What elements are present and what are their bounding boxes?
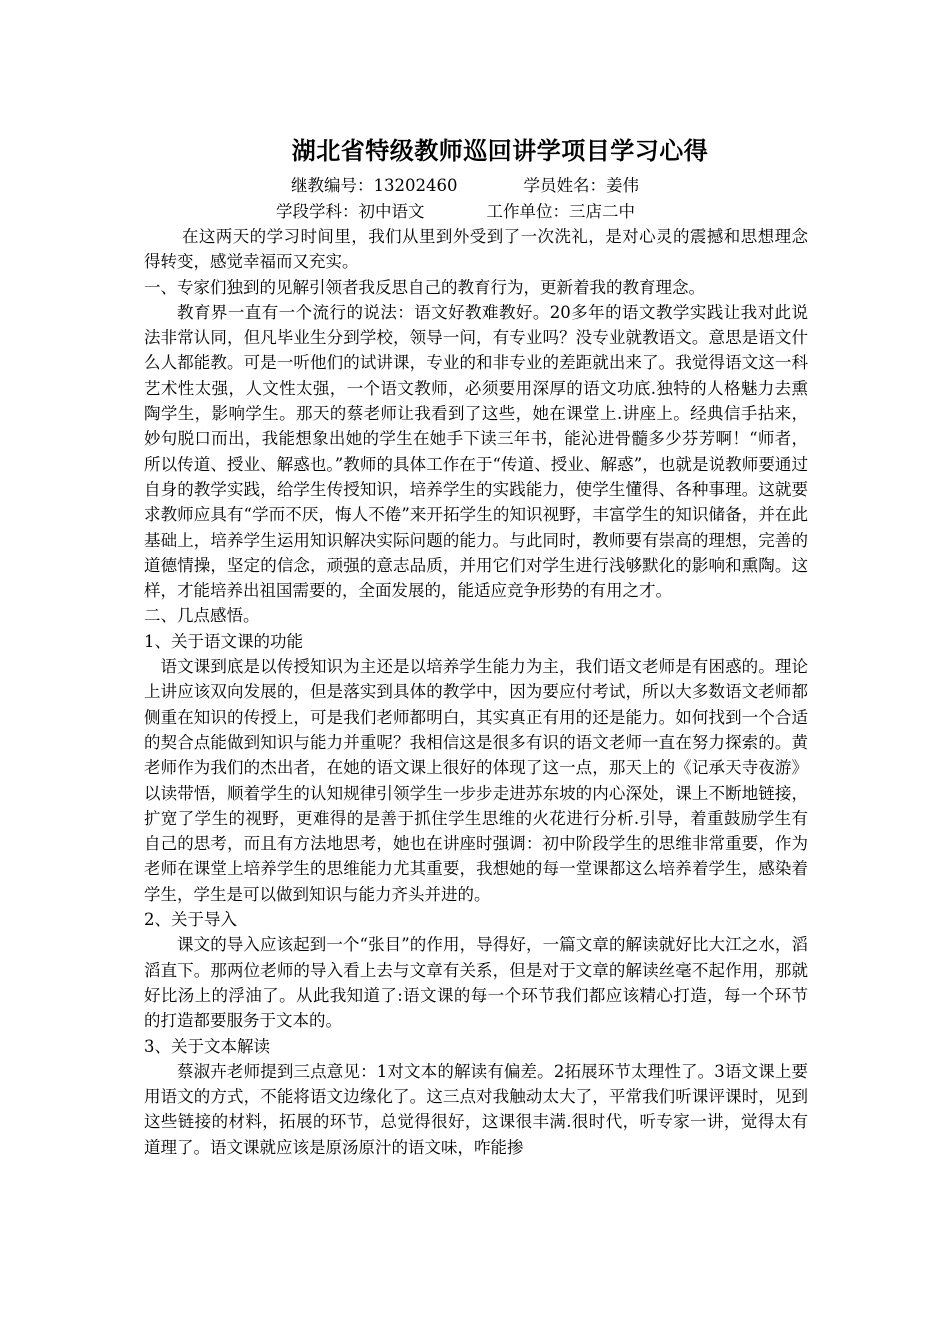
student-name: 学员姓名：姜伟: [523, 176, 639, 195]
section-heading-1: 一、专家们独到的见解引领者我反思自己的教育行为，更新着我的教育理念。: [144, 277, 705, 297]
body-paragraph: 蔡淑卉老师提到三点意见：1对文本的解读有偏差。2拓展环节太理性了。3语文课上要用语文的方式，不能将语文边缘化了。这三点对我触动太大了，平常我们听课评课时，见到这些链接的材料，拓展的环节，总觉得很好，这课很丰满.很时代，听专家一讲，觉得太有道理了。语文课就应该是原汤原汁的语文味，咋能掺: [144, 1061, 808, 1157]
subheading-introduction: 2、关于导入: [144, 910, 237, 930]
meta-row-2: [276, 200, 635, 224]
body-paragraph: 教育界一直有一个流行的说法：语文好教难教好。20多年的语文教学实践让我对此说法非常认同，但凡毕业生分到学校，领导一问，有专业吗？没专业就教语文。意思是语文什么人都能教。可是一听他们的试讲课，专业的和非专业的差距就出来了。我觉得语文这一科艺术性太强，人文性太强，一个语文教师，必须要用深厚的语文功底.独特的人格魅力去熏陶学生，影响学生。那天的蔡老师让我看到了这些，她在课堂上.讲座上。经典信手拈来，妙句脱口而出，我能想象出她的学生在她手下读三年书，能沁进骨髓多少芬芳啊！“师者，所以传道、授业、解惑也。”教师的具体工作在于“传道、授业、解惑”，也就是说教师要通过自身的教学实践，给学生传授知识，培养学生的实践能力，使学生懂得、各种事理。这就要求教师应具有“学而不厌，悔人不倦”来开拓学生的知识视野，丰富学生的知识储备，并在此基础上，培养学生运用知识解决实际问题的能力。与此同时，教师要有崇高的理想，完善的道德情操，坚定的信念，顽强的意志品质，并用它们对学生进行浅够默化的影响和熏陶。这样，才能培养出祖国需要的，全面发展的，能适应竞争形势的有用之才。: [144, 302, 808, 601]
document-title: 湖北省特级教师巡回讲学项目学习心得: [291, 137, 709, 165]
meta-row-1: [291, 174, 639, 198]
body-paragraph: 语文课到底是以传授知识为主还是以培养学生能力为主，我们语文老师是有困惑的。理论上讲应该双向发展的，但是落实到具体的教学中，因为要应付考试，所以大多数语文老师都侧重在知识的传授上，可是我们老师都明白，其实真正有用的还是能力。如何找到一个合适的契合点能做到知识与能力并重呢？我相信这是很多有识的语文老师一直在努力探索的。黄老师作为我们的杰出者，在她的语文课上很好的体现了这一点，那天上的《记承天寺夜游》以读带悟，顺着学生的认知规律引领学生一步步走进苏东坡的内心深处，课上不断地链接，扩宽了学生的视野，更难得的是善于抓住学生思维的火花进行分析.引导，着重鼓励学生有自己的思考，而且有方法地思考，她也在讲座时强调：初中阶段学生的思维非常重要，作为老师在课堂上培养学生的思维能力尤其重要，我想她的每一堂课都这么培养着学生，感染着学生，学生是可以做到知识与能力齐头并进的。: [144, 657, 808, 904]
intro-paragraph: 在这两天的学习时间里，我们从里到外受到了一次洗礼，是对心灵的震撼和思想理念得转变，感觉幸福而又充实。: [144, 227, 808, 272]
section-heading-2: 二、几点感悟。: [144, 606, 260, 626]
work-unit: 工作单位：三店二中: [486, 202, 635, 221]
id-number: 继教编号：13202460: [291, 176, 458, 195]
subheading-function: 1、关于语文课的功能: [144, 631, 303, 651]
document-body: [144, 224, 808, 1160]
subject: 学段学科：初中语文: [276, 202, 425, 221]
subheading-text-interpretation: 3、关于文本解读: [144, 1036, 270, 1056]
body-paragraph: 课文的导入应该起到一个“张目”的作用，导得好，一篇文章的解读就好比大江之水，滔滔直下。那两位老师的导入看上去与文章有关系，但是对于文章的解读丝毫不起作用，那就好比汤上的浮油了。从此我知道了:语文课的每一个环节我们都应该精心打造，每一个环节的打造都要服务于文本的。: [144, 935, 808, 1031]
